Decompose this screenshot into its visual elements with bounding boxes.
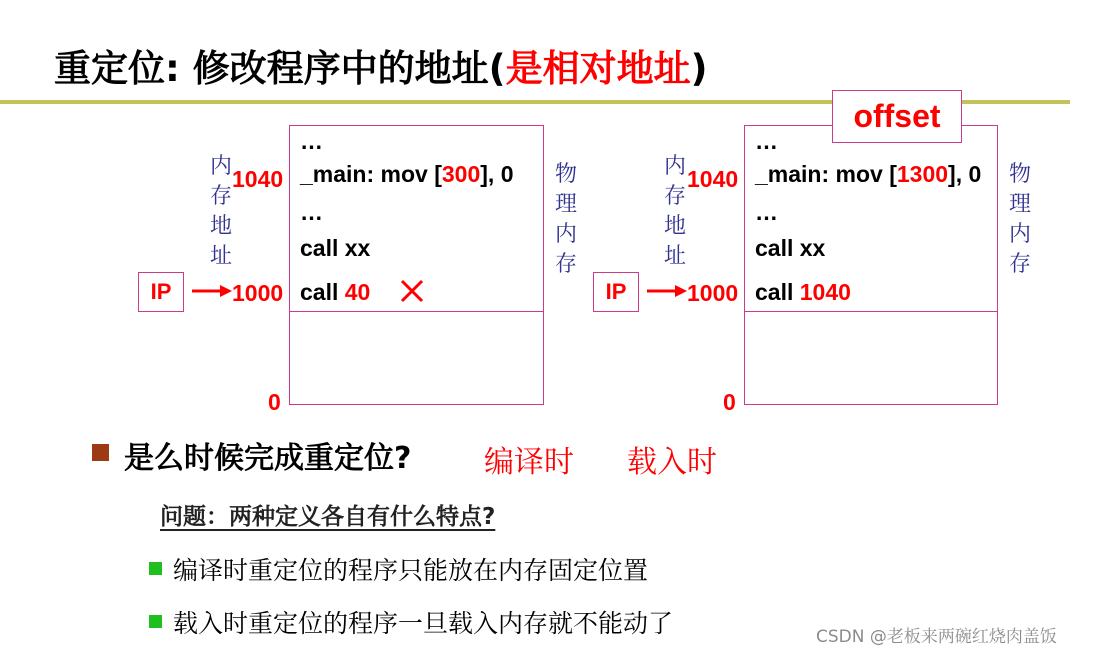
- title-close: ): [690, 47, 708, 90]
- question-text: 是么时候完成重定位?: [124, 441, 412, 476]
- left-main-suffix: ], 0: [480, 161, 514, 187]
- right-line-call-target: [755, 279, 851, 306]
- right-memory-divider: [744, 311, 998, 312]
- left-line-dots-2: …: [300, 199, 323, 225]
- right-main-value: 1300: [896, 161, 949, 187]
- right-line-call-xx: call xx: [755, 235, 826, 261]
- answer-load-time: 载入时: [627, 445, 717, 480]
- title-main: 重定位: 修改程序中的地址(: [54, 47, 506, 90]
- answer-compile-time: 编译时: [484, 445, 574, 480]
- left-main-value: 300: [441, 161, 481, 187]
- bullet-2-text: 载入时重定位的程序一旦载入内存就不能动了: [173, 609, 674, 638]
- right-main-suffix: ], 0: [948, 161, 982, 187]
- offset-label: offset: [832, 90, 962, 143]
- right-line-dots-1: …: [755, 128, 778, 154]
- right-addr-1000: 1000: [687, 280, 739, 306]
- left-line-call-target: [300, 279, 370, 306]
- right-ip-arrow-icon: [645, 281, 689, 301]
- right-physical-memory-label: 物理内存: [1008, 162, 1031, 277]
- left-main-prefix: _main: mov [: [300, 161, 442, 187]
- right-call-value: 1040: [799, 279, 851, 305]
- right-addr-0: 0: [723, 389, 736, 415]
- left-physical-memory-label: 物理内存: [554, 162, 577, 277]
- left-addr-1000: 1000: [232, 280, 284, 306]
- slide-title: [54, 38, 708, 92]
- watermark: CSDN @老板来两碗红烧肉盖饭: [816, 627, 1057, 647]
- bullet-1-icon: [149, 562, 162, 575]
- question-bullet-icon: [92, 444, 109, 461]
- right-addr-1040: 1040: [687, 166, 739, 192]
- right-main-prefix: _main: mov [: [755, 161, 897, 187]
- bullet-2-icon: [149, 615, 162, 628]
- left-line-dots-1: …: [300, 128, 323, 154]
- left-addr-1040: 1040: [232, 166, 284, 192]
- left-ip-arrow-icon: [190, 281, 234, 301]
- left-memory-address-label: 内存地址: [209, 154, 232, 269]
- right-line-main: [755, 161, 981, 188]
- right-ip-register: IP: [593, 272, 639, 312]
- title-highlight: 是相对地址: [505, 47, 691, 90]
- right-line-dots-2: …: [755, 199, 778, 225]
- left-call-value: 40: [344, 279, 371, 305]
- right-memory-address-label: 内存地址: [663, 154, 686, 269]
- sub-question: 问题：两种定义各自有什么特点?: [160, 504, 496, 530]
- right-call-prefix: call: [755, 279, 800, 305]
- left-line-call-xx: call xx: [300, 235, 371, 261]
- bullet-1-text: 编译时重定位的程序只能放在内存固定位置: [173, 556, 649, 585]
- left-ip-register: IP: [138, 272, 184, 312]
- left-addr-0: 0: [268, 389, 281, 415]
- left-line-main: [300, 161, 513, 188]
- cross-mark-icon: [398, 278, 426, 304]
- left-call-prefix: call: [300, 279, 345, 305]
- left-memory-divider: [289, 311, 544, 312]
